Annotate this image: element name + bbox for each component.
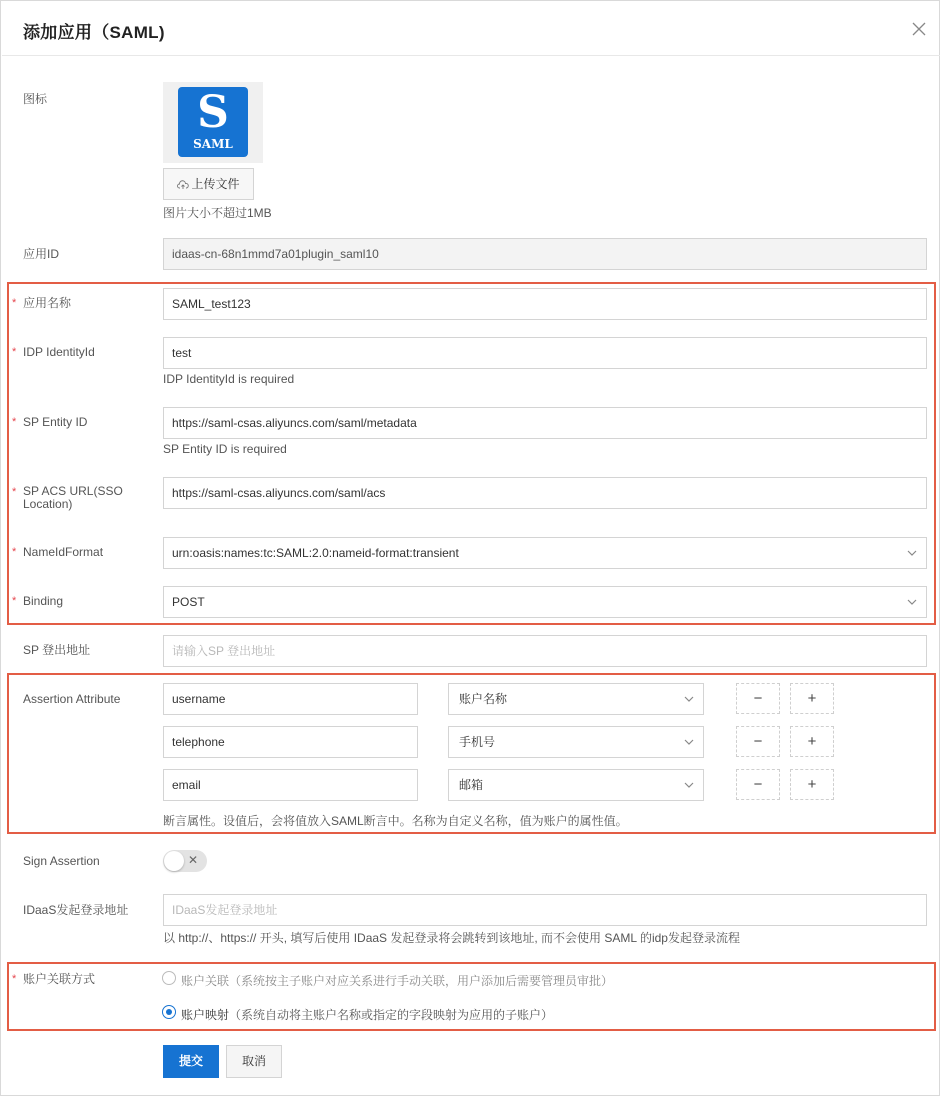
assertion-attribute-label: Assertion Attribute <box>23 692 121 706</box>
cloud-upload-icon <box>177 180 189 190</box>
icon-label: 图标 <box>23 92 48 106</box>
highlight-box-required-fields <box>7 282 936 625</box>
required-mark: * <box>12 486 17 498</box>
upload-file-label: 上传文件 <box>191 177 240 191</box>
radio-account-link-label[interactable]: 账户关联（系统按主子账户对应关系进行手动关联，用户添加后需要管理员审批） <box>181 974 614 988</box>
saml-logo: S SAML <box>178 87 248 157</box>
sign-assertion-label: Sign Assertion <box>23 854 100 868</box>
toggle-knob <box>164 851 184 871</box>
app-name-label: 应用名称 <box>23 296 72 310</box>
assertion-hint: 断言属性。设值后，会将值放入SAML断言中。名称为自定义名称，值为账户的属性值。 <box>163 814 628 828</box>
idp-identity-error: IDP IdentityId is required <box>163 372 295 386</box>
attribute-name-input[interactable]: username <box>163 683 418 715</box>
sp-entity-error: SP Entity ID is required <box>163 442 287 456</box>
idp-identity-input[interactable]: test <box>163 337 927 369</box>
sp-entity-label: SP Entity ID <box>23 415 88 429</box>
idp-identity-label: IDP IdentityId <box>23 345 95 359</box>
add-attribute-button[interactable]: + <box>790 726 834 757</box>
radio-account-mapping-label[interactable]: 账户映射（系统自动将主账户名称或指定的字段映射为应用的子账户） <box>181 1008 554 1022</box>
sp-logout-input[interactable]: 请输入SP 登出地址 <box>163 635 927 667</box>
nameid-format-value: urn:oasis:names:tc:SAML:2.0:nameid-format:transient <box>172 546 459 560</box>
sign-assertion-toggle[interactable] <box>163 850 207 872</box>
attribute-value-select[interactable]: 邮箱 <box>448 769 704 801</box>
chevron-down-icon <box>684 780 694 790</box>
app-icon-preview <box>163 82 263 163</box>
required-mark: * <box>12 297 17 309</box>
chevron-down-icon <box>684 737 694 747</box>
account-link-label: 账户关联方式 <box>23 972 96 986</box>
app-name-input[interactable]: SAML_test123 <box>163 288 927 320</box>
cancel-button[interactable]: 取消 <box>226 1045 282 1078</box>
upload-file-button[interactable] <box>163 168 254 200</box>
required-mark: * <box>12 973 17 985</box>
binding-label: Binding <box>23 594 64 608</box>
sp-acs-input[interactable]: https://saml-csas.aliyuncs.com/saml/acs <box>163 477 927 509</box>
app-id-label: 应用ID <box>23 247 60 261</box>
required-mark: * <box>12 416 17 428</box>
idaas-login-label: IDaaS发起登录地址 <box>23 903 129 917</box>
radio-account-mapping[interactable] <box>162 1005 176 1019</box>
binding-value: POST <box>172 595 205 609</box>
remove-attribute-button[interactable]: − <box>736 683 780 714</box>
sp-entity-input[interactable]: https://saml-csas.aliyuncs.com/saml/metadata <box>163 407 927 439</box>
required-mark: * <box>12 346 17 358</box>
add-attribute-button[interactable]: + <box>790 683 834 714</box>
sp-logout-label: SP 登出地址 <box>23 643 91 657</box>
chevron-down-icon <box>684 694 694 704</box>
idaas-login-hint: 以 http://、https:// 开头, 填写后使用 IDaaS 发起登录将会跳转到该地址, 而不会使用 SAML 的idp发起登录流程 <box>163 931 740 945</box>
close-icon: ✕ <box>188 853 199 867</box>
binding-select[interactable] <box>163 586 927 618</box>
attribute-value-select[interactable]: 账户名称 <box>448 683 704 715</box>
chevron-down-icon <box>907 548 917 558</box>
remove-attribute-button[interactable]: − <box>736 769 780 800</box>
required-mark: * <box>12 546 17 558</box>
idaas-login-input[interactable]: IDaaS发起登录地址 <box>163 894 927 926</box>
nameid-format-label: NameIdFormat <box>23 545 104 559</box>
dialog-header <box>2 2 940 56</box>
required-mark: * <box>12 595 17 607</box>
add-attribute-button[interactable]: + <box>790 769 834 800</box>
radio-account-link[interactable] <box>162 971 176 985</box>
app-id-field: idaas-cn-68n1mmd7a01plugin_saml10 <box>163 238 927 270</box>
close-icon[interactable] <box>911 21 927 37</box>
chevron-down-icon <box>907 597 917 607</box>
submit-button[interactable]: 提交 <box>163 1045 219 1078</box>
attribute-name-input[interactable]: telephone <box>163 726 418 758</box>
attribute-value-select[interactable]: 手机号 <box>448 726 704 758</box>
sp-acs-label: SP ACS URL(SSO Location) <box>23 484 123 511</box>
remove-attribute-button[interactable]: − <box>736 726 780 757</box>
attribute-name-input[interactable]: email <box>163 769 418 801</box>
icon-size-hint: 图片大小不超过1MB <box>163 206 272 220</box>
nameid-format-select[interactable] <box>163 537 927 569</box>
dialog-title: 添加应用（SAML) <box>23 23 165 42</box>
